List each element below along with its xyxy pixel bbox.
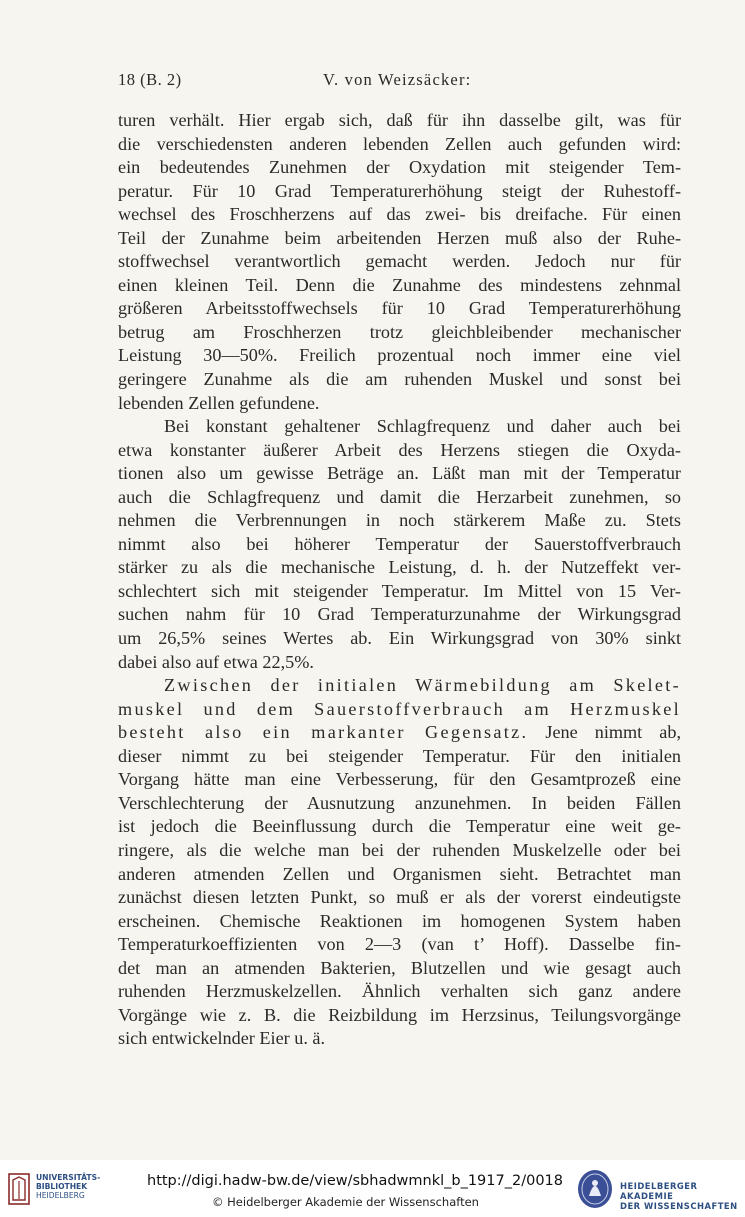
text-line: lebenden Zellen gefundene. xyxy=(118,392,320,413)
page-reference: 18 (B. 2) xyxy=(118,70,182,89)
text-line: Teil der Zunahme beim arbeitenden Herzen muß also der Ruhe- xyxy=(118,227,681,248)
academy-name xyxy=(620,1181,741,1211)
text-line: dabei also auf etwa 22,5%. xyxy=(118,651,314,672)
text-line: Temperaturkoeffizienten von 2—3 (van t’ Hoff). Dasselbe fin- xyxy=(118,934,681,955)
text-line: peratur. Für 10 Grad Temperaturerhöhung steigt der Ruhestoff- xyxy=(118,180,681,201)
text-line: etwa konstanter äußerer Arbeit des Herzens stiegen die Oxyda- xyxy=(118,439,681,460)
body-text xyxy=(118,109,681,1051)
text-line: geringere Zunahme als die am ruhenden Muskel und sonst bei xyxy=(118,369,681,390)
text-line: die verschiedensten anderen lebenden Zellen auch gefunden wird: xyxy=(118,133,681,154)
text-line: sich entwickelnder Eier u. ä. xyxy=(118,1028,326,1049)
academy-name-line: DER WISSENSCHAFTEN xyxy=(620,1201,738,1211)
library-name-line: BIBLIOTHEK xyxy=(36,1182,88,1191)
academy-logo[interactable] xyxy=(576,1168,741,1210)
library-name xyxy=(36,1173,100,1200)
text-line: zunächst diesen letzten Punkt, so muß er als der vorerst eindeutigste xyxy=(118,887,681,908)
viewer-footer xyxy=(0,1160,745,1217)
text-line: Bei konstant gehaltener Schlagfrequenz und daher auch bei xyxy=(164,416,681,437)
library-emblem-icon xyxy=(8,1172,30,1206)
text-line: dieser nimmt zu bei steigender Temperatur. Für den initialen xyxy=(118,745,681,766)
text-line-spaced: Zwischen der initialen Wärmebildung am Skelet- xyxy=(164,675,681,696)
text-line: ringere, als die welche man bei der ruhenden Muskelzelle oder bei xyxy=(118,839,681,860)
text-line: stoffwechsel verantwortlich gemacht werden. Jedoch nur für xyxy=(118,251,681,272)
text-line: anderen atmenden Zellen und Organismen sieht. Betrachtet man xyxy=(118,863,681,884)
text-line: auch die Schlagfrequenz und damit die Herzarbeit zunehmen, so xyxy=(118,486,681,507)
spaced-text: besteht also ein markanter Gegensatz. xyxy=(118,722,529,743)
text-line: schlechtert sich mit steigender Temperatur. Im Mittel von 15 Ver- xyxy=(118,580,681,601)
text-line: det man an atmenden Bakterien, Blutzellen und wie gesagt auch xyxy=(118,957,681,978)
text-line: Leistung 30—50%. Freilich prozentual noch immer eine viel xyxy=(118,345,681,366)
text-line: Vorgänge wie z. B. die Reizbildung im Herzsinus, Teilungsvorgänge xyxy=(118,1004,681,1025)
library-name-line: UNIVERSITÄTS- xyxy=(36,1173,101,1182)
text-line xyxy=(118,721,681,745)
text-line: erscheinen. Chemische Reaktionen im homogenen System haben xyxy=(118,910,681,931)
text-line: turen verhält. Hier ergab sich, daß für ihn dasselbe gilt, was für xyxy=(118,110,681,130)
copyright-notice: © Heidelberger Akademie der Wissenschaften xyxy=(212,1195,479,1209)
library-name-line: HEIDELBERG xyxy=(36,1191,85,1200)
text-line-spaced: muskel und dem Sauerstoffverbrauch am Herzmuskel xyxy=(118,698,681,719)
text-line: größeren Arbeitsstoffwechsels für 10 Grad Temperaturerhöhung xyxy=(118,298,681,319)
running-author: V. von Weizsäcker: xyxy=(323,70,472,89)
text-line: Vorgang hätte man eine Verbesserung, für den Gesamtprozeß eine xyxy=(118,769,681,790)
text-line: ist jedoch die Beeinflussung durch die Temperatur eine weit ge- xyxy=(118,816,681,837)
text-line: stärker zu als die mechanische Leistung, d. h. der Nutzeffekt ver- xyxy=(118,557,681,578)
paragraph-2 xyxy=(118,415,681,674)
permalink-url[interactable]: http://digi.hadw-bw.de/view/sbhadwmnkl_b_1917_2/0018 xyxy=(147,1173,563,1189)
text-tail: Jene nimmt ab, xyxy=(545,722,681,743)
text-line: wechsel des Froschherzens auf das zwei- bis dreifache. Für einen xyxy=(118,204,681,225)
text-line: nehmen die Verbrennungen in noch stärkerem Maße zu. Stets xyxy=(118,510,681,531)
text-line: tionen also um gewisse Beträge an. Läßt man mit der Temperatur xyxy=(118,463,681,484)
academy-name-line: HEIDELBERGER AKADEMIE xyxy=(620,1181,698,1201)
paragraph-3 xyxy=(118,674,681,1051)
text-line: Verschlechterung der Ausnutzung anzunehmen. In beiden Fällen xyxy=(118,792,681,813)
paragraph-1 xyxy=(118,109,681,415)
text-line: betrug am Froschherzen trotz gleichbleibender mechanischer xyxy=(118,321,681,342)
text-line: suchen nahm für 10 Grad Temperaturzunahme der Wirkungsgrad xyxy=(118,604,681,625)
text-line: nimmt also bei höherer Temperatur der Sauerstoffverbrauch xyxy=(118,533,681,554)
text-line: ruhenden Herzmuskelzellen. Ähnlich verhalten sich ganz andere xyxy=(118,981,681,1002)
text-line: einen kleinen Teil. Denn die Zunahme des mindestens zehnmal xyxy=(118,274,681,295)
university-library-logo[interactable] xyxy=(8,1168,128,1208)
text-line: ein bedeutendes Zunehmen der Oxydation mit steigender Tem- xyxy=(118,157,681,178)
text-line: um 26,5% seines Wertes ab. Ein Wirkungsgrad von 30% sinkt xyxy=(118,628,681,649)
academy-seal-icon xyxy=(576,1168,614,1210)
